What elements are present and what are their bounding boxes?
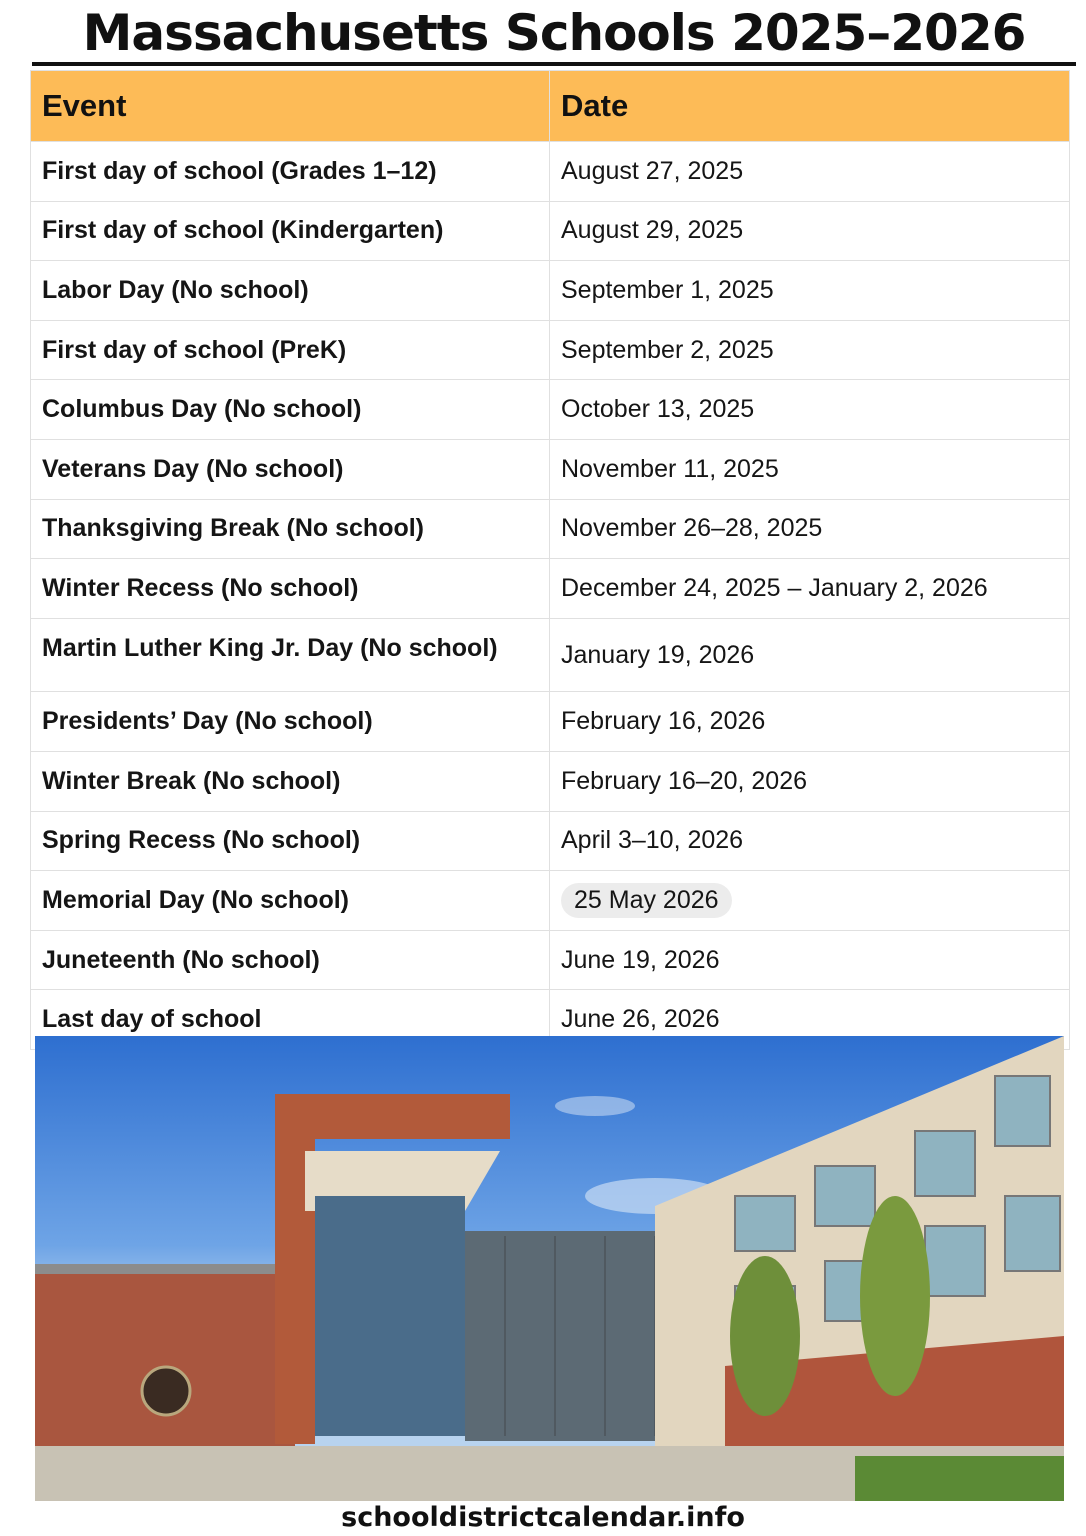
- table-row: [31, 142, 1070, 202]
- date-cell: June 26, 2026: [550, 990, 1070, 1050]
- date-cell: November 11, 2025: [550, 439, 1070, 499]
- event-cell: Spring Recess (No school): [31, 811, 550, 871]
- table-row: [31, 201, 1070, 261]
- date-cell: August 27, 2025: [550, 142, 1070, 202]
- date-cell: June 19, 2026: [550, 930, 1070, 990]
- date-cell: August 29, 2025: [550, 201, 1070, 261]
- date-cell: October 13, 2025: [550, 380, 1070, 440]
- footer-website: schooldistrictcalendar.info: [341, 1502, 745, 1533]
- event-cell: Winter Recess (No school): [31, 559, 550, 619]
- table-header-row: [31, 71, 1070, 142]
- table-row: [31, 930, 1070, 990]
- event-cell: First day of school (Grades 1–12): [31, 142, 550, 202]
- date-cell: [550, 871, 1070, 931]
- table-row: [31, 261, 1070, 321]
- school-building-photo: [35, 1036, 1064, 1501]
- date-cell: February 16, 2026: [550, 692, 1070, 752]
- table-row: [31, 380, 1070, 440]
- date-chip: 25 May 2026: [561, 883, 732, 918]
- calendar-table: [30, 70, 1070, 1050]
- event-cell: First day of school (Kindergarten): [31, 201, 550, 261]
- event-cell: Winter Break (No school): [31, 751, 550, 811]
- column-header-event: Event: [31, 71, 550, 142]
- table-row: [31, 618, 1070, 692]
- table-row: [31, 320, 1070, 380]
- table-row: [31, 439, 1070, 499]
- date-cell: December 24, 2025 – January 2, 2026: [550, 559, 1070, 619]
- date-cell: February 16–20, 2026: [550, 751, 1070, 811]
- title-underline: [32, 62, 1076, 66]
- event-cell: Columbus Day (No school): [31, 380, 550, 440]
- event-cell: Juneteenth (No school): [31, 930, 550, 990]
- event-text: Martin Luther King Jr. Day (No school): [42, 633, 498, 662]
- event-cell: Veterans Day (No school): [31, 439, 550, 499]
- table-row: [31, 811, 1070, 871]
- table-row: [31, 751, 1070, 811]
- date-cell: September 2, 2025: [550, 320, 1070, 380]
- table-row: [31, 692, 1070, 752]
- event-cell: Last day of school: [31, 990, 550, 1050]
- event-cell: Memorial Day (No school): [31, 871, 550, 931]
- school-building-illustration: [35, 1036, 1064, 1501]
- event-cell: Presidents’ Day (No school): [31, 692, 550, 752]
- date-cell: April 3–10, 2026: [550, 811, 1070, 871]
- table-row: [31, 559, 1070, 619]
- table-row: [31, 499, 1070, 559]
- date-cell: January 19, 2026: [550, 618, 1070, 692]
- table-row: [31, 871, 1070, 931]
- event-cell: First day of school (PreK): [31, 320, 550, 380]
- event-cell: Labor Day (No school): [31, 261, 550, 321]
- date-cell: November 26–28, 2025: [550, 499, 1070, 559]
- event-cell: Thanksgiving Break (No school): [31, 499, 550, 559]
- column-header-date: Date: [550, 71, 1070, 142]
- date-cell: September 1, 2025: [550, 261, 1070, 321]
- page-title: Massachusetts Schools 2025–2026: [82, 4, 1026, 62]
- event-cell: [31, 618, 550, 692]
